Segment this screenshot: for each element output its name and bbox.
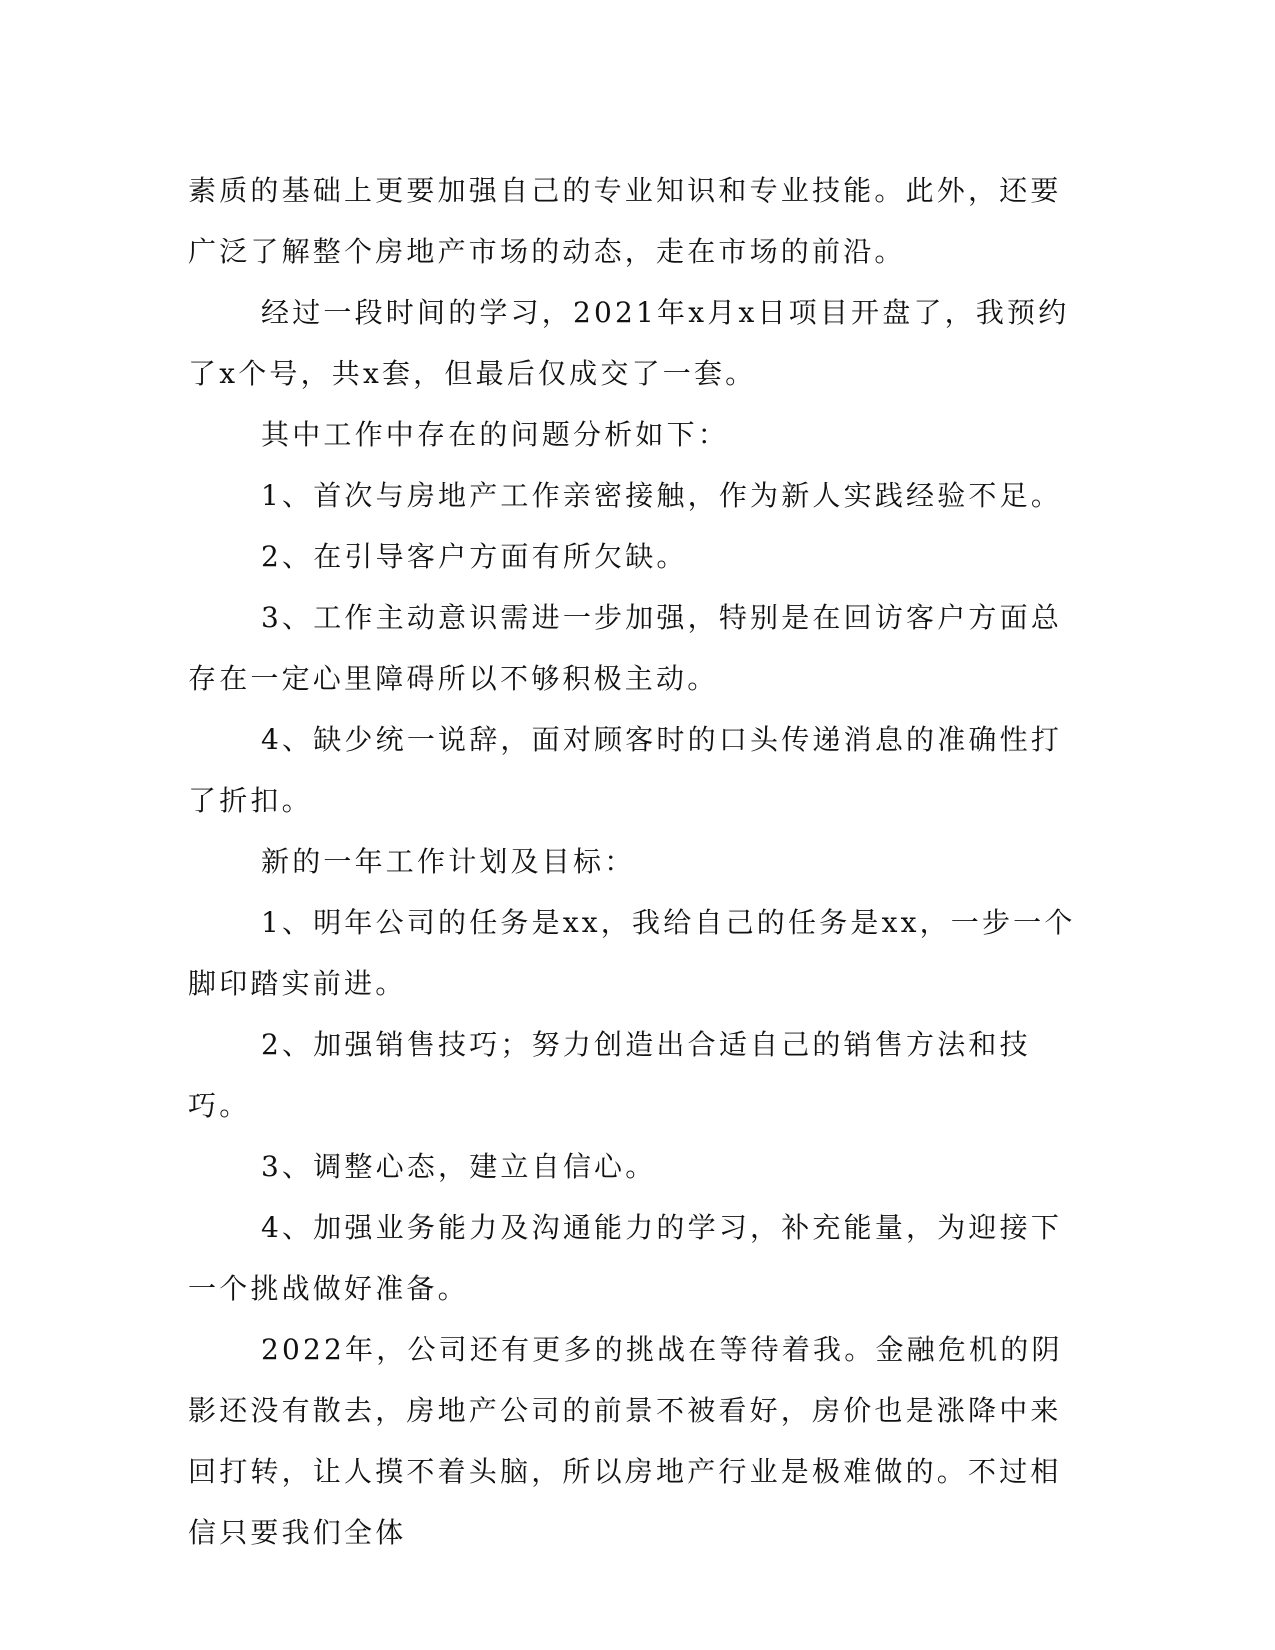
paragraph-2: 经过一段时间的学习，2021年x月x日项目开盘了，我预约了x个号，共x套，但最后仅成交了一套。	[188, 296, 1070, 390]
list-item-plan-4: 4、加强业务能力及沟通能力的学习，补充能量，为迎接下一个挑战做好准备。	[188, 1211, 1063, 1305]
list-item-problem-3: 3、工作主动意识需进一步加强，特别是在回访客户方面总存在一定心里障碍所以不够积极主动。	[188, 601, 1063, 695]
paragraph-outlook: 2022年，公司还有更多的挑战在等待着我。金融危机的阴影还没有散去，房地产公司的前景不被看好，房价也是涨降中来回打转，让人摸不着头脑，所以房地产行业是极难做的。不过相信只要我们全体	[188, 1333, 1063, 1549]
list-item-problem-4: 4、缺少统一说辞，面对顾客时的口头传递消息的准确性打了折扣。	[188, 723, 1063, 817]
document-body	[188, 160, 1080, 1563]
list-item-plan-2: 2、加强销售技巧；努力创造出合适自己的销售方法和技巧。	[188, 1028, 1031, 1122]
paragraph-plan-heading: 新的一年工作计划及目标：	[261, 845, 636, 878]
paragraph-1: 素质的基础上更要加强自己的专业知识和专业技能。此外，还要广泛了解整个房地产市场的动态，走在市场的前沿。	[188, 174, 1062, 268]
list-item-problem-2: 2、在引导客户方面有所欠缺。	[261, 540, 688, 573]
list-item-plan-3: 3、调整心态，建立自信心。	[261, 1150, 657, 1183]
list-item-plan-1: 1、明年公司的任务是xx，我给自己的任务是xx，一步一个脚印踏实前进。	[188, 906, 1076, 1000]
list-item-problem-1: 1、首次与房地产工作亲密接触，作为新人实践经验不足。	[261, 479, 1063, 512]
paragraph-3: 其中工作中存在的问题分析如下：	[261, 418, 730, 451]
